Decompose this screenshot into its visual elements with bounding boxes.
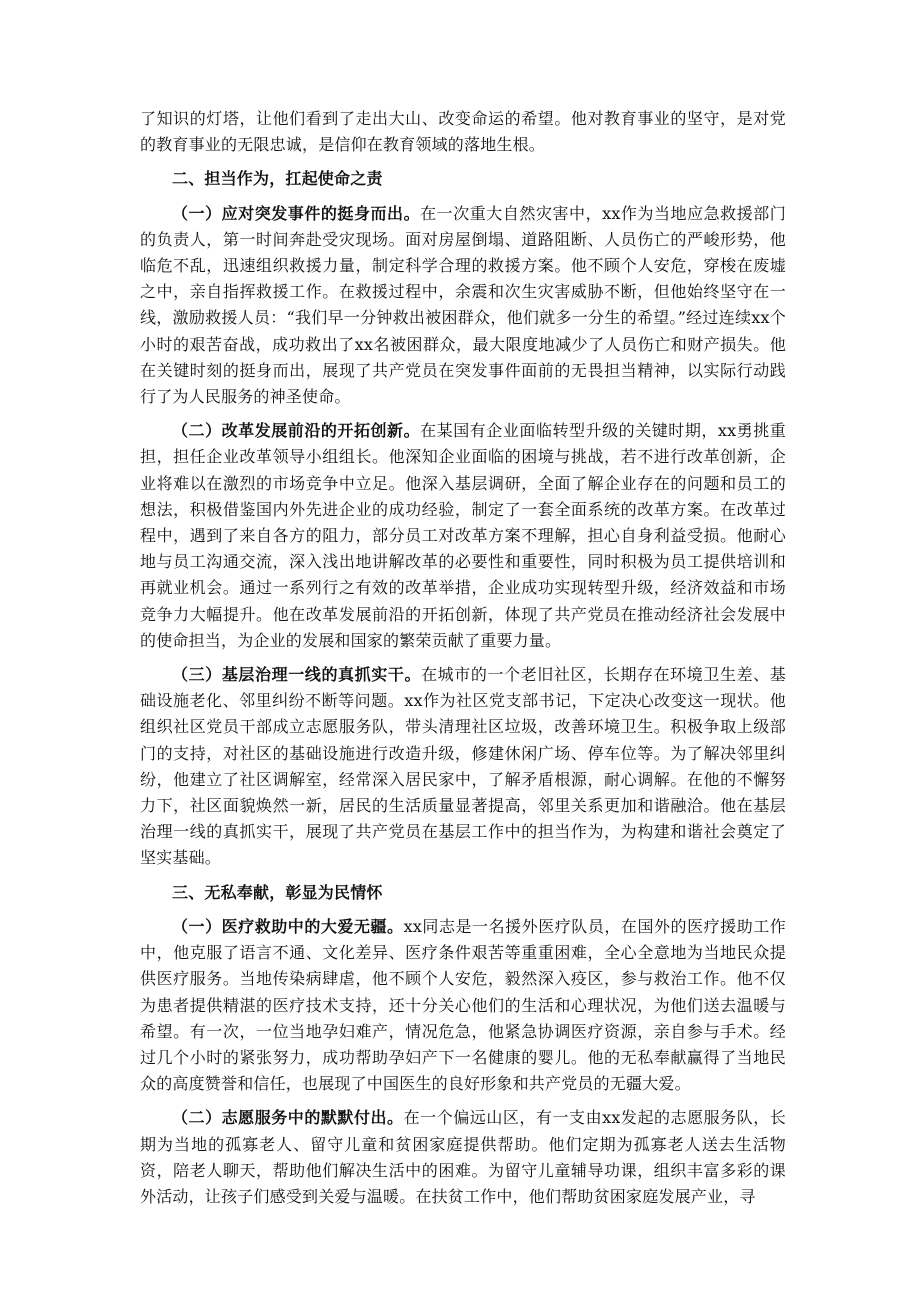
paragraph-text: xx同志是一名援外医疗队员，在国外的医疗援助工作中，他克服了语言不通、文化差异、医疗条件艰苦等重重困难，全心全意地为当地民众提供医疗服务。当地传染病肆虐，他不顾个人安危，毅然深入疫区，参与救治工作。他不仅为患者提供精湛的医疗技术支持，还十分关心他们的生活和心理状况，为他们送去温暖与希望。有一次，一位当地孕妇难产，情况危急，他紧急协调医疗资源，亲自参与手术。经过几个小时的紧张努力，成功帮助孕妇产下一名健康的婴儿。他的无私奉献赢得了当地民众的高度赞誉和信任，也展现了中国医生的良好形象和共产党员的无疆大爱。 <box>140 916 786 1094</box>
paragraph-text: 了知识的灯塔，让他们看到了走出大山、改变命运的希望。他对教育事业的坚守，是对党的教育事业的无限忠诚，是信仰在教育领域的落地生根。 <box>140 109 786 155</box>
section-heading-2: 二、担当作为，扛起使命之责 <box>172 169 383 189</box>
paragraph-medical-aid <box>140 914 786 1097</box>
paragraph-volunteer-service <box>140 1105 786 1210</box>
document-body <box>140 106 786 1218</box>
paragraph-text: 在某国有企业面临转型升级的关键时期，xx勇挑重担，担任企业改革领导小组组长。他深知企业面临的困境与挑战，若不进行改革创新，企业将难以在激烈的市场竞争中立足。他深入基层调研，全面了解企业存在的问题和员工的想法，积极借鉴国内外先进企业的成功经验，制定了一套全面系统的改革方案。在改革过程中，遇到了来自各方的阻力，部分员工对改革方案不理解，担心自身利益受损。他耐心地与员工沟通交流，深入浅出地讲解改革的必要性和重要性，同时积极为员工提供培训和再就业机会。通过一系列行之有效的改革举措，企业成功实现转型升级，经济效益和市场竞争力大幅提升。他在改革发展前沿的开拓创新，体现了共产党员在推动经济社会发展中的使命担当，为企业的发展和国家的繁荣贡献了重要力量。 <box>140 421 786 650</box>
paragraph-text: 在城市的一个老旧社区，长期存在环境卫生差、基础设施老化、邻里纠纷不断等问题。xx作为社区党支部书记，下定决心改变这一现状。他组织社区党员干部成立志愿服务队，带头清理社区垃圾，改善环境卫生。积极争取上级部门的支持，对社区的基础设施进行改造升级，修建休闲广场、停车位等。为了解决邻里纠纷，他建立了社区调解室，经常深入居民家中，了解矛盾根源，耐心调解。在他的不懈努力下，社区面貌焕然一新，居民的生活质量显著提高，邻里关系更加和谐融洽。他在基层治理一线的真抓实干，展现了共产党员在基层工作中的担当作为，为构建和谐社会奠定了坚实基础。 <box>140 665 786 868</box>
paragraph-reform-innovation <box>140 418 786 654</box>
paragraph-lead: （二）改革发展前沿的开拓创新。 <box>172 421 421 441</box>
paragraph-lead: （三）基层治理一线的真抓实干。 <box>172 665 422 685</box>
section-heading-3: 三、无私奉献，彰显为民情怀 <box>172 882 383 902</box>
paragraph-lead: （二）志愿服务中的默默付出。 <box>172 1108 404 1128</box>
paragraph-emergency-response <box>140 201 786 411</box>
paragraph-lead: （一）应对突发事件的挺身而出。 <box>172 203 421 223</box>
paragraph-text: 在一个偏远山区，有一支由xx发起的志愿服务队，长期为当地的孤寡老人、留守儿童和贫困家庭提供帮助。他们定期为孤寡老人送去生活物资，陪老人聊天，帮助他们解决生活中的困难。为留守儿童辅导功课，组织丰富多彩的课外活动，让孩子们感受到关爱与温暖。在扶贫工作中，他们帮助贫困家庭发展产业，寻 <box>140 1108 786 1206</box>
paragraph-grassroots-governance <box>140 662 786 872</box>
paragraph-text: 在一次重大自然灾害中，xx作为当地应急救援部门的负责人，第一时间奔赴受灾现场。面对房屋倒塌、道路阻断、人员伤亡的严峻形势，他临危不乱，迅速组织救援力量，制定科学合理的救援方案。他不顾个人安危，穿梭在废墟之中，亲自指挥救援工作。在救援过程中，余震和次生灾害威胁不断，但他始终坚守在一线，激励救援人员：“我们早一分钟救出被困群众，他们就多一分生的希望。”经过连续xx个小时的艰苦奋战，成功救出了xx名被困群众，最大限度地减少了人员伤亡和财产损失。他在关键时刻的挺身而出，展现了共产党员在突发事件面前的无畏担当精神，以实际行动践行了为人民服务的神圣使命。 <box>140 203 786 407</box>
paragraph-lead: （一）医疗救助中的大爱无疆。 <box>172 916 404 936</box>
paragraph-intro-continuation <box>140 106 786 158</box>
